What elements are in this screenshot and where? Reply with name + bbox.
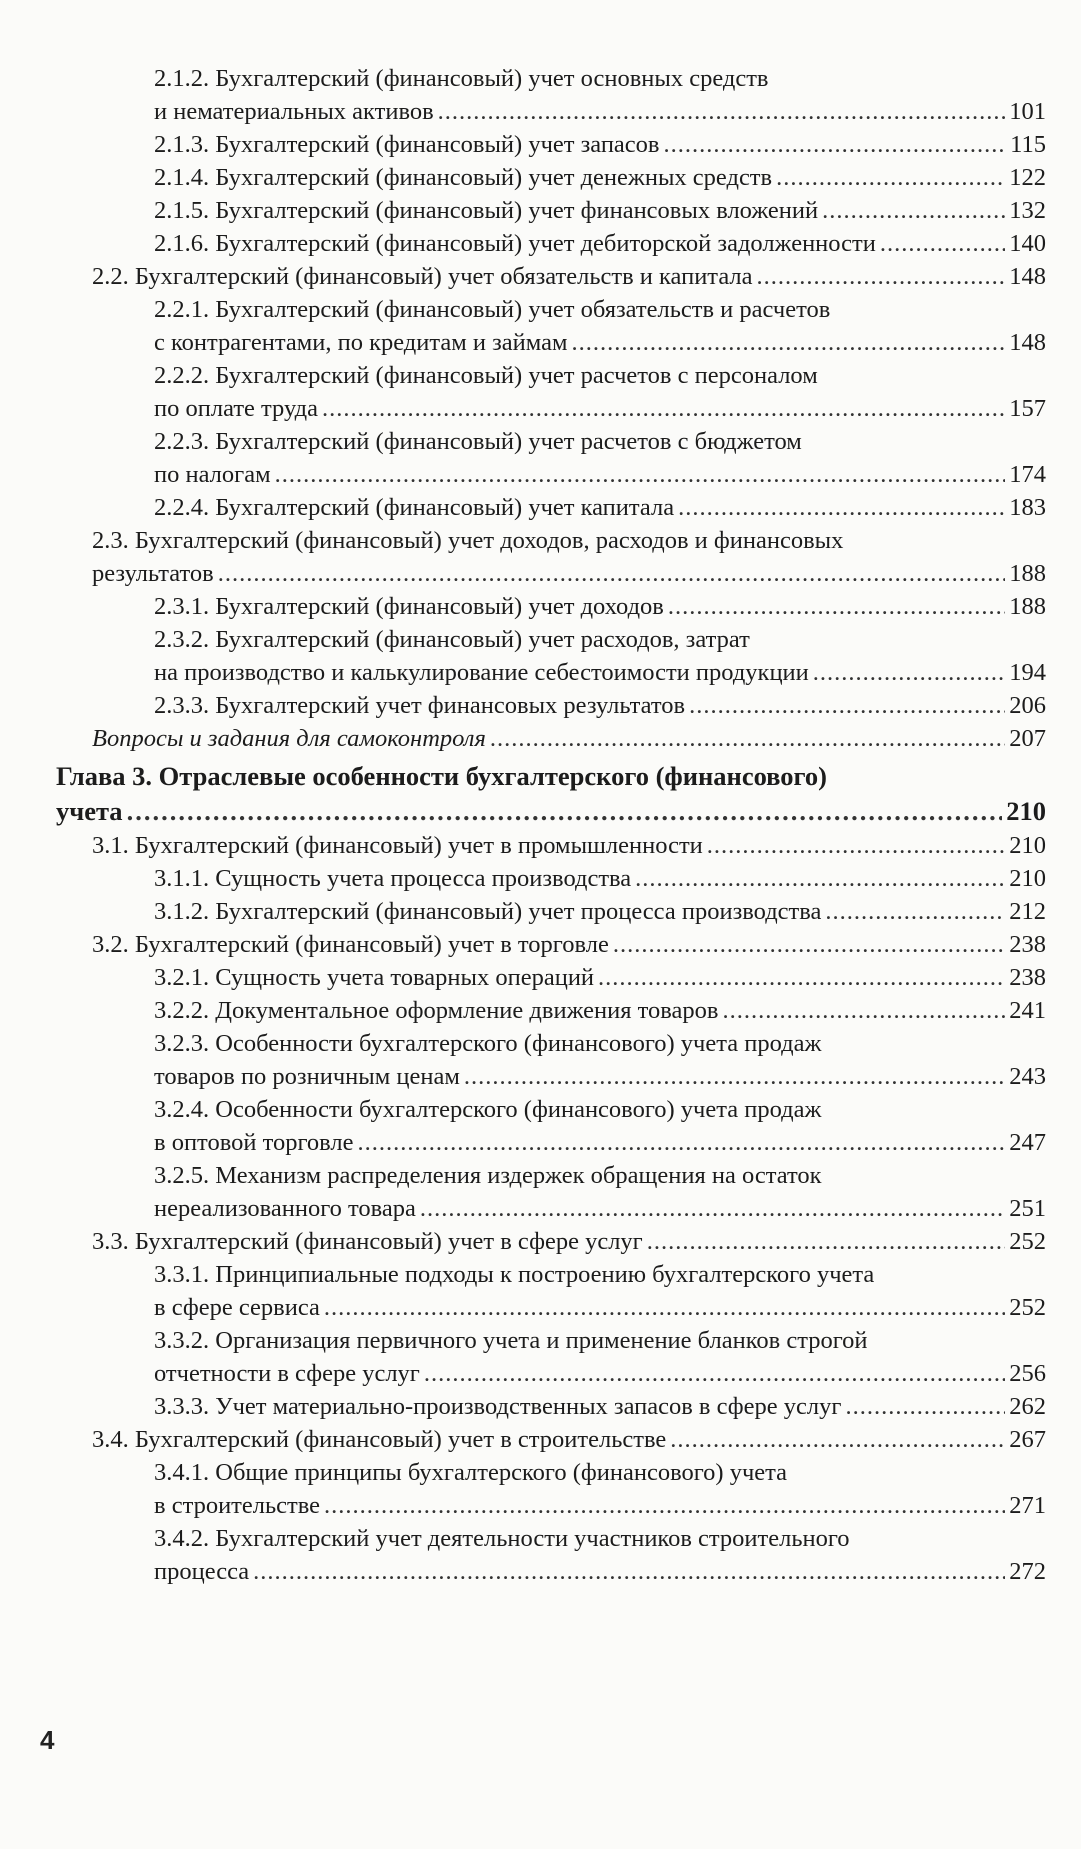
toc-entry-title: 3.1.1. Сущность учета процесса производства — [154, 865, 632, 892]
toc-entry-page: 157 — [1009, 395, 1046, 422]
dot-leader — [127, 794, 1003, 829]
page-number: 4 — [40, 1725, 55, 1755]
dot-leader — [707, 829, 1005, 862]
toc-entry-page: 148 — [1009, 329, 1046, 356]
toc-entry-title: в строительстве — [154, 1492, 321, 1519]
toc-entry-page: 272 — [1009, 1558, 1046, 1585]
toc-entry-page: 252 — [1009, 1294, 1046, 1321]
dot-leader — [218, 557, 1006, 590]
dot-leader — [678, 491, 1005, 524]
toc-entry — [56, 62, 1046, 128]
toc-entry — [56, 260, 1046, 293]
toc-entry-title: 2.1.6. Бухгалтерский (финансовый) учет дебиторской задолженности — [154, 230, 876, 257]
toc-entry — [56, 161, 1046, 194]
dot-leader — [845, 1390, 1005, 1423]
toc-entry — [56, 1225, 1046, 1258]
dot-leader — [572, 326, 1006, 359]
toc-entry-title: 3.2.1. Сущность учета товарных операций — [154, 964, 595, 991]
toc-entry — [56, 590, 1046, 623]
toc-entry — [56, 491, 1046, 524]
toc-entry — [56, 524, 1046, 590]
toc-entry-page: 207 — [1009, 725, 1046, 752]
dot-leader — [776, 161, 1005, 194]
toc-entry-title: Вопросы и задания для самоконтроля — [92, 725, 486, 752]
dot-leader — [822, 194, 1005, 227]
dot-leader — [825, 895, 1005, 928]
toc-entry — [56, 425, 1046, 491]
toc-entry-page: 212 — [1009, 898, 1046, 925]
dot-leader — [647, 1225, 1006, 1258]
toc-entry-title: 3.3.3. Учет материально-производственных запасов в сфере услуг — [154, 1393, 842, 1420]
toc-entry-title: 3.1. Бухгалтерский (финансовый) учет в промышленности — [92, 832, 703, 859]
toc-entry-title: 2.1.5. Бухгалтерский (финансовый) учет финансовых вложений — [154, 197, 819, 224]
toc-entry-page: 251 — [1009, 1195, 1046, 1222]
toc-entry — [56, 1258, 1046, 1324]
toc-entry-title: по налогам — [154, 461, 271, 488]
dot-leader — [322, 392, 1005, 425]
dot-leader — [424, 1357, 1005, 1390]
toc-entry-title-line: 2.2.2. Бухгалтерский (финансовый) учет расчетов с персоналом — [154, 362, 818, 389]
dot-leader — [490, 722, 1005, 755]
toc-entry — [56, 994, 1046, 1027]
toc-entry-page: 148 — [1009, 263, 1046, 290]
dot-leader — [757, 260, 1006, 293]
toc-entry-title-line: 2.1.2. Бухгалтерский (финансовый) учет основных средств — [154, 65, 769, 92]
toc-entry-page: 262 — [1009, 1393, 1046, 1420]
toc-entry-page: 210 — [1009, 865, 1046, 892]
toc-entry-page: 238 — [1009, 931, 1046, 958]
toc-entry-title-line: 3.4.1. Общие принципы бухгалтерского (финансового) учета — [154, 1459, 788, 1486]
toc-entry-page: 267 — [1009, 1426, 1046, 1453]
dot-leader — [664, 128, 1007, 161]
toc-entry — [56, 1423, 1046, 1456]
toc-entry-page: 252 — [1009, 1228, 1046, 1255]
dot-leader — [275, 458, 1006, 491]
toc-entry-page: 241 — [1009, 997, 1046, 1024]
dot-leader — [324, 1489, 1005, 1522]
toc-entry-title: товаров по розничным ценам — [154, 1063, 460, 1090]
chapter-entry — [56, 759, 1046, 829]
dot-leader — [813, 656, 1005, 689]
toc-entry-title: отчетности в сфере услуг — [154, 1360, 420, 1387]
toc-entry-title-line: 3.4.2. Бухгалтерский учет деятельности участников строительного — [154, 1525, 850, 1552]
toc-entry-title: 3.1.2. Бухгалтерский (финансовый) учет процесса производства — [154, 898, 822, 925]
toc-entry — [56, 862, 1046, 895]
dot-leader — [613, 928, 1005, 961]
toc-entry-title-line: 2.2.3. Бухгалтерский (финансовый) учет расчетов с бюджетом — [154, 428, 802, 455]
dot-leader — [438, 95, 1006, 128]
toc-entry — [56, 829, 1046, 862]
toc-entry-page: 188 — [1009, 593, 1046, 620]
dot-leader — [722, 994, 1005, 1027]
toc-entry-title: 2.1.4. Бухгалтерский (финансовый) учет денежных средств — [154, 164, 773, 191]
dot-leader — [689, 689, 1005, 722]
toc-entry-page: 210 — [1009, 832, 1046, 859]
toc-entry-title-line: 3.2.3. Особенности бухгалтерского (финансового) учета продаж — [154, 1030, 822, 1057]
toc-entry-title-line: 2.2.1. Бухгалтерский (финансовый) учет обязательств и расчетов — [154, 296, 831, 323]
dot-leader — [253, 1555, 1005, 1588]
toc-entry-page: 188 — [1009, 560, 1046, 587]
toc-entry-title: по оплате труда — [154, 395, 318, 422]
toc-entry-title: нереализованного товара — [154, 1195, 416, 1222]
toc-entry — [56, 1324, 1046, 1390]
toc-entry-page: 243 — [1009, 1063, 1046, 1090]
toc-entry-title: процесса — [154, 1558, 250, 1585]
toc-entry-title: результатов — [92, 560, 214, 587]
toc-entry-page: 183 — [1009, 494, 1046, 521]
toc-entry — [56, 1390, 1046, 1423]
dot-leader — [464, 1060, 1005, 1093]
toc-entry-title-line: 3.3.2. Организация первичного учета и применение бланков строгой — [154, 1327, 868, 1354]
toc-entry-page: 247 — [1009, 1129, 1046, 1156]
toc-entry — [56, 689, 1046, 722]
dot-leader — [670, 1423, 1005, 1456]
toc-entry-page: 206 — [1009, 692, 1046, 719]
toc-entry-title: на производство и калькулирование себестоимости продукции — [154, 659, 809, 686]
toc-entry-title: с контрагентами, по кредитам и займам — [154, 329, 568, 356]
toc-entry — [56, 722, 1046, 755]
toc-entry-title: 2.3.1. Бухгалтерский (финансовый) учет доходов — [154, 593, 664, 620]
toc-entry-title: в оптовой торговле — [154, 1129, 354, 1156]
dot-leader — [324, 1291, 1005, 1324]
toc-entry-title: 2.1.3. Бухгалтерский (финансовый) учет запасов — [154, 131, 660, 158]
toc-entry-page: 174 — [1009, 461, 1046, 488]
toc-entry — [56, 961, 1046, 994]
toc-entry — [56, 623, 1046, 689]
dot-leader — [420, 1192, 1005, 1225]
toc-entry-title-line: 3.2.5. Механизм распределения издержек обращения на остаток — [154, 1162, 822, 1189]
toc-entry-title: 3.4. Бухгалтерский (финансовый) учет в строительстве — [92, 1426, 667, 1453]
dot-leader — [598, 961, 1005, 994]
toc-entry-title: 3.2. Бухгалтерский (финансовый) учет в торговле — [92, 931, 609, 958]
toc-entry-page: 194 — [1009, 659, 1046, 686]
toc-entry — [56, 293, 1046, 359]
toc-entry-page: 140 — [1009, 230, 1046, 257]
toc-entry-title: 3.2.2. Документальное оформление движения товаров — [154, 997, 719, 1024]
toc-entry-page: 210 — [1006, 796, 1046, 826]
toc-entry — [56, 227, 1046, 260]
toc-entry — [56, 1522, 1046, 1588]
toc-entry — [56, 1093, 1046, 1159]
toc-entry-title-line: Глава 3. Отраслевые особенности бухгалтерского (финансового) — [56, 761, 827, 791]
toc-entry — [56, 1159, 1046, 1225]
toc-entry-title: 2.2. Бухгалтерский (финансовый) учет обязательств и капитала — [92, 263, 753, 290]
dot-leader — [635, 862, 1005, 895]
toc-entry-title: 2.2.4. Бухгалтерский (финансовый) учет капитала — [154, 494, 675, 521]
toc-entry — [56, 895, 1046, 928]
toc-entry-page: 115 — [1010, 131, 1046, 158]
toc-entry — [56, 359, 1046, 425]
toc-entry-title-line: 3.3.1. Принципиальные подходы к построению бухгалтерского учета — [154, 1261, 875, 1288]
toc-entry-page: 271 — [1009, 1492, 1046, 1519]
dot-leader — [358, 1126, 1006, 1159]
toc-entry-page: 238 — [1009, 964, 1046, 991]
toc-entry-page: 122 — [1009, 164, 1046, 191]
dot-leader — [668, 590, 1005, 623]
toc-entry-title: 2.3.3. Бухгалтерский учет финансовых результатов — [154, 692, 686, 719]
toc-entry-page: 256 — [1009, 1360, 1046, 1387]
toc-entry — [56, 194, 1046, 227]
toc-entry-title-line: 3.2.4. Особенности бухгалтерского (финансового) учета продаж — [154, 1096, 822, 1123]
toc-entry — [56, 1027, 1046, 1093]
toc-entry-title: учета — [56, 796, 123, 826]
dot-leader — [880, 227, 1005, 260]
toc-entry-title: и нематериальных активов — [154, 98, 434, 125]
toc-entry — [56, 1456, 1046, 1522]
toc-entry-title-line: 2.3. Бухгалтерский (финансовый) учет доходов, расходов и финансовых — [92, 527, 844, 554]
toc-entry-title: в сфере сервиса — [154, 1294, 320, 1321]
toc-entry — [56, 128, 1046, 161]
toc-entry-title-line: 2.3.2. Бухгалтерский (финансовый) учет расходов, затрат — [154, 626, 750, 653]
table-of-contents — [56, 62, 1046, 1588]
toc-entry-title: 3.3. Бухгалтерский (финансовый) учет в сфере услуг — [92, 1228, 643, 1255]
toc-entry-page: 132 — [1009, 197, 1046, 224]
toc-entry — [56, 928, 1046, 961]
toc-entry-page: 101 — [1009, 98, 1046, 125]
